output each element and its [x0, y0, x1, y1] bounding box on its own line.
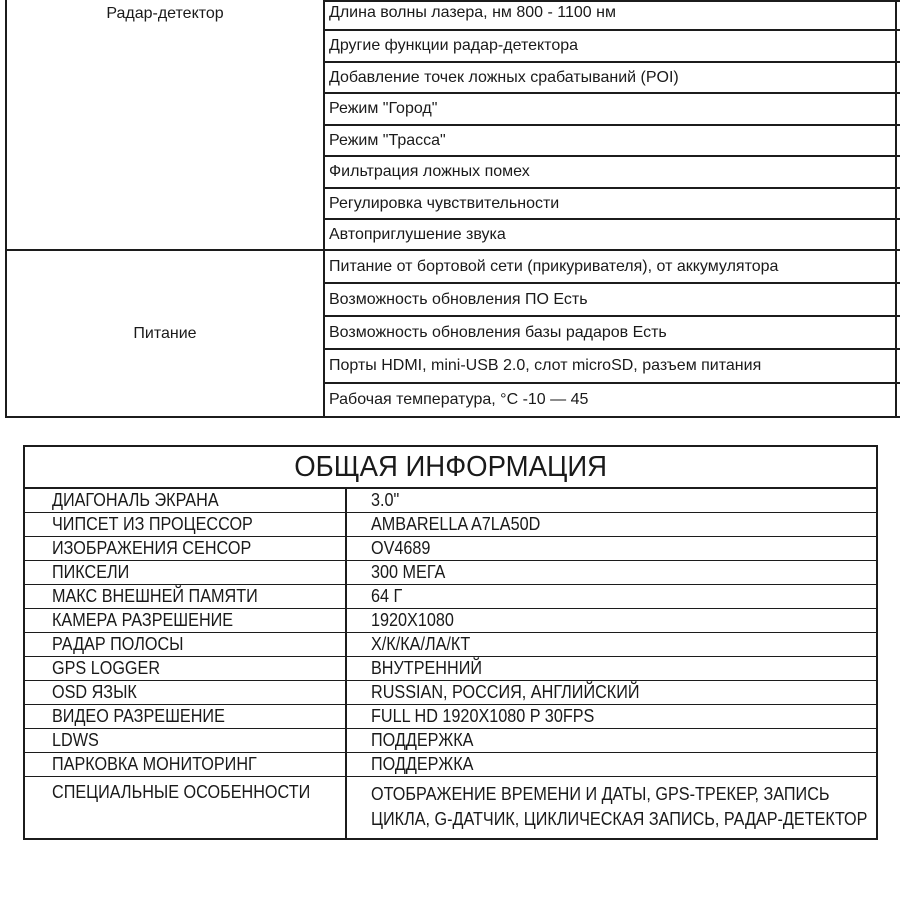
info-row: [25, 585, 876, 609]
info-value: ВНУТРЕННИЙ: [371, 658, 482, 678]
spec-row-text: Возможность обновления базы радаров Есть: [329, 323, 667, 341]
spec-row: [325, 94, 900, 126]
spec-row: [325, 157, 900, 189]
info-value: OV4689: [371, 538, 431, 558]
info-row: [25, 513, 876, 537]
info-row: [25, 753, 876, 777]
info-label: OSD ЯЗЫК: [52, 682, 137, 702]
spec-row-text: Режим "Город": [329, 100, 438, 117]
spec-row: [325, 126, 900, 157]
spec-row: [325, 317, 900, 350]
info-row: [25, 633, 876, 657]
category-label: Радар-детектор: [106, 5, 224, 22]
info-value: 3.0": [371, 490, 400, 510]
info-value: ПОДДЕРЖКА: [371, 754, 474, 774]
info-value-line2: ЦИКЛА, G-ДАТЧИК, ЦИКЛИЧЕСКАЯ ЗАПИСЬ, РАДАР-ДЕТЕКТОР: [371, 809, 868, 829]
spec-row-text: Фильтрация ложных помех: [329, 163, 530, 180]
spec-table-right-border: [895, 0, 897, 418]
info-label: ЧИПСЕТ ИЗ ПРОЦЕССОР: [52, 514, 253, 534]
info-label: СПЕЦИАЛЬНЫЕ ОСОБЕННОСТИ: [52, 782, 311, 802]
category-cell-power: [7, 251, 323, 418]
info-label: ПАРКОВКА МОНИТОРИНГ: [52, 754, 257, 774]
info-table-title: ОБЩАЯ ИНФОРМАЦИЯ: [294, 450, 607, 483]
spec-row-text: Добавление точек ложных срабатываний (POI): [329, 68, 679, 86]
spec-row: [325, 31, 900, 63]
spec-row: [325, 220, 900, 251]
info-row: [25, 705, 876, 729]
spec-table-category-column: [5, 0, 323, 418]
spec-row-text: Режим "Трасса": [329, 131, 446, 149]
info-row: [25, 609, 876, 633]
info-row: [25, 681, 876, 705]
category-label: Питание: [133, 324, 197, 342]
spec-row: [325, 350, 900, 384]
info-value: RUSSIAN, РОССИЯ, АНГЛИЙСКИЙ: [371, 682, 640, 702]
spec-row-text: Автоприглушение звука: [329, 225, 506, 243]
spec-row-text: Рабочая температура, °C -10 — 45: [329, 391, 589, 408]
category-cell-radar-detector: [7, 0, 323, 251]
info-value: AMBARELLA A7LA50D: [371, 514, 541, 534]
info-value: 300 МЕГА: [371, 562, 446, 582]
info-value: 1920X1080: [371, 610, 454, 630]
spec-row: [325, 189, 900, 220]
spec-row-text: Другие функции радар-детектора: [329, 37, 579, 54]
spec-row-text: Возможность обновления ПО Есть: [329, 290, 588, 308]
info-label: ВИДЕО РАЗРЕШЕНИЕ: [52, 706, 225, 726]
spec-row: [325, 0, 900, 31]
info-label: LDWS: [52, 730, 99, 750]
spec-row-text: Питание от бортовой сети (прикуривателя), от аккумулятора: [329, 257, 779, 275]
info-label: GPS LOGGER: [52, 658, 161, 678]
info-row: [25, 537, 876, 561]
spec-row-text: Регулировка чувствительности: [329, 194, 560, 212]
spec-row: [325, 284, 900, 317]
info-row: [25, 561, 876, 585]
spec-row: [325, 384, 900, 418]
info-label: КАМЕРА РАЗРЕШЕНИЕ: [52, 610, 234, 630]
spec-table-rows-column: [323, 0, 900, 418]
info-value: ПОДДЕРЖКА: [371, 730, 474, 750]
spec-row: [325, 63, 900, 94]
spec-row-text: Порты HDMI, mini-USB 2.0, слот microSD, разъем питания: [329, 357, 762, 374]
info-row: [25, 657, 876, 681]
info-row-special-features: [25, 777, 876, 838]
info-value: Х/К/КА/ЛА/КТ: [371, 634, 471, 654]
info-label: ДИАГОНАЛЬ ЭКРАНА: [52, 490, 219, 510]
info-label: РАДАР ПОЛОСЫ: [52, 634, 184, 654]
spec-row: [325, 251, 900, 284]
general-info-table: [23, 445, 878, 840]
info-row: [25, 729, 876, 753]
info-table-header: [25, 447, 876, 489]
spec-row-text: Длина волны лазера, нм 800 - 1100 нм: [329, 4, 616, 21]
info-label: ПИКСЕЛИ: [52, 562, 130, 582]
info-value-line1: ОТОБРАЖЕНИЕ ВРЕМЕНИ И ДАТЫ, GPS-ТРЕКЕР, ЗАПИСЬ: [371, 784, 830, 804]
info-value: 64 Г: [371, 586, 403, 606]
info-label: МАКС ВНЕШНЕЙ ПАМЯТИ: [52, 586, 258, 606]
info-row: [25, 489, 876, 513]
info-label: ИЗОБРАЖЕНИЯ СЕНСОР: [52, 538, 252, 558]
spec-table: [5, 0, 900, 418]
info-value: FULL HD 1920X1080 P 30FPS: [371, 706, 595, 726]
